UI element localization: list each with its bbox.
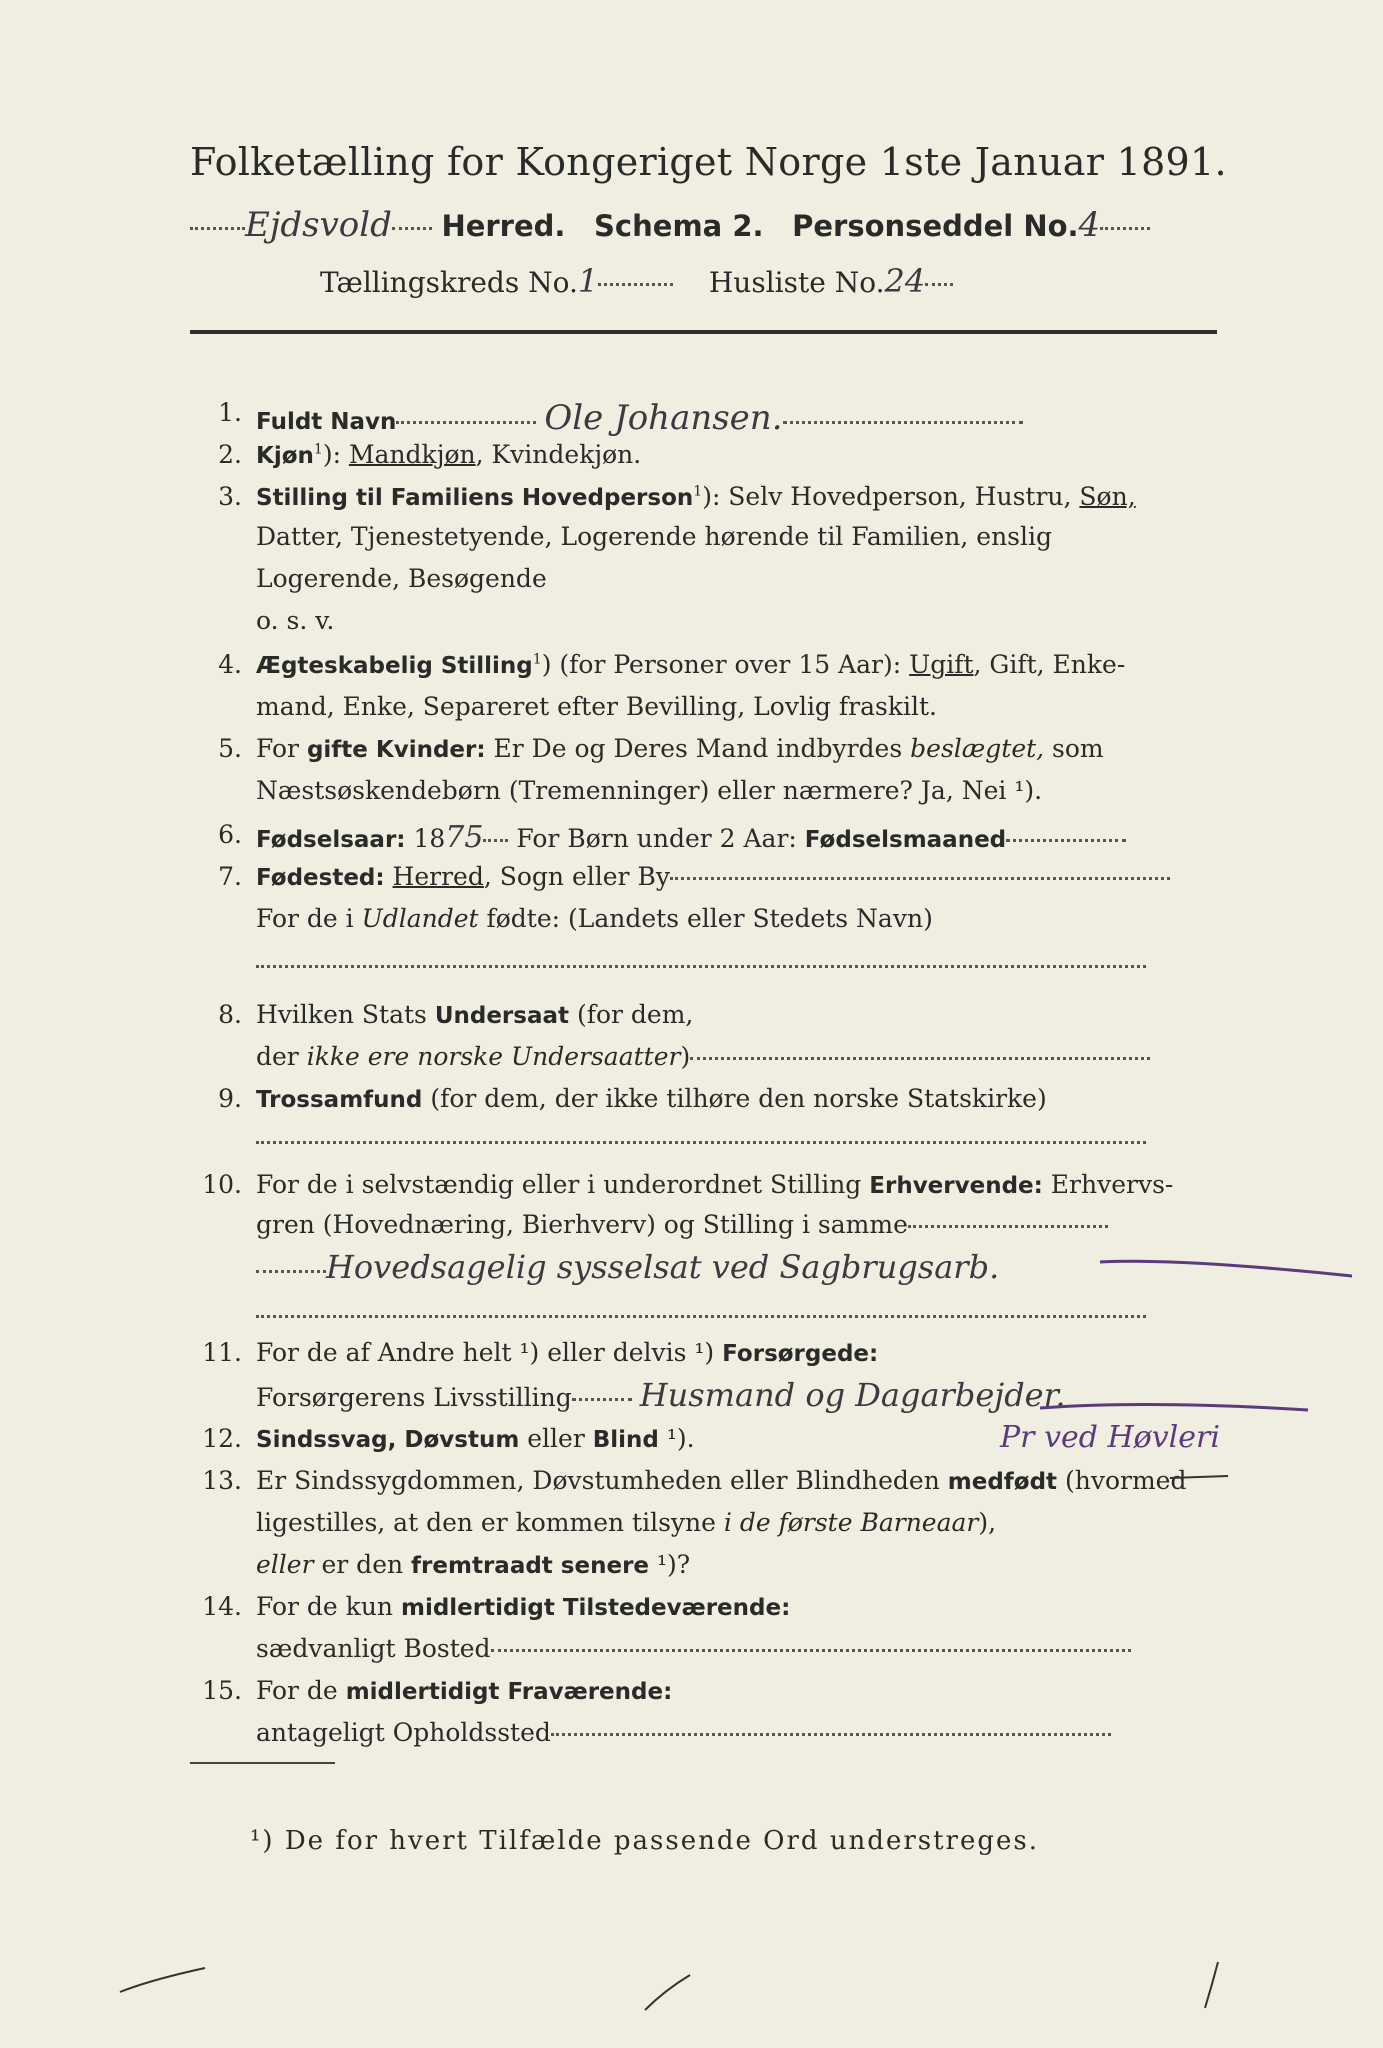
field-number: 7. bbox=[218, 862, 242, 891]
field-text: For de i bbox=[256, 904, 362, 933]
field-text: For de bbox=[256, 1676, 346, 1705]
year-prefix: 18 bbox=[405, 824, 446, 853]
field-number: 5. bbox=[218, 734, 242, 763]
field-label-blind: Blind bbox=[592, 1427, 659, 1453]
ink-stroke bbox=[1205, 1962, 1218, 2008]
field-text: eller bbox=[519, 1424, 593, 1453]
full-name-value: Ole Johansen. bbox=[544, 398, 783, 438]
field-text: Erhvervs- bbox=[1042, 1170, 1174, 1199]
form-title: Folketælling for Kongeriget Norge 1ste Januar 1891. bbox=[190, 140, 1227, 184]
field-label-gifte-kvinder: gifte Kvinder: bbox=[306, 737, 486, 763]
field-label-sindssvag: Sindssvag, Døvstum bbox=[256, 1427, 520, 1453]
field-text: som bbox=[1044, 734, 1104, 763]
field-label-trossamfund: Trossamfund bbox=[256, 1087, 423, 1113]
field-text: (for dem, bbox=[569, 1000, 694, 1029]
field-text: For de af Andre helt ¹) eller delvis ¹) bbox=[256, 1338, 723, 1367]
field-text: For Børn under 2 Aar: bbox=[508, 824, 805, 853]
field-text: ), bbox=[978, 1508, 997, 1537]
field-text: Er Sindssygdommen, Døvstumheden eller Blindheden bbox=[256, 1466, 948, 1495]
field-label-tilstedevaerende: midlertidigt Tilstedeværende: bbox=[400, 1595, 791, 1621]
field-number: 10. bbox=[202, 1170, 242, 1199]
field-number: 2. bbox=[218, 440, 242, 469]
field-text: er den bbox=[313, 1550, 412, 1579]
field-text: der bbox=[256, 1042, 307, 1071]
field-number: 6. bbox=[218, 820, 242, 849]
ink-stroke bbox=[120, 1968, 205, 1992]
field-label-aegteskabelig: Ægteskabelig Stilling bbox=[256, 653, 533, 679]
field-number: 8. bbox=[218, 1000, 242, 1029]
kreds-value: 1 bbox=[577, 262, 599, 300]
field-label-forsorgede: Forsørgede: bbox=[722, 1341, 879, 1367]
kreds-label: Tællingskreds No. bbox=[320, 266, 578, 299]
field-text: ligestilles, at den er kommen tilsyne bbox=[256, 1508, 724, 1537]
field-3-line-4: o. s. v. bbox=[256, 606, 335, 635]
field-text: fødte: (Landets eller Stedets Navn) bbox=[478, 904, 933, 933]
field-text: , Sogn eller By bbox=[483, 862, 670, 891]
field-label-fodested: Fødested: bbox=[256, 865, 385, 891]
field-text: ): Selv Hovedperson, Hustru, bbox=[702, 482, 1080, 511]
purple-underline-occupation bbox=[1100, 1261, 1352, 1276]
provider-occupation-value: Husmand og Dagarbejder. bbox=[639, 1376, 1066, 1414]
schema-label: Schema 2. bbox=[594, 209, 764, 243]
occupation-value: Hovedsagelig sysselsat ved Sagbrugsarb. bbox=[326, 1248, 1000, 1286]
field-label-stilling: Stilling til Familiens Hovedperson bbox=[256, 485, 694, 511]
purple-underline-provider bbox=[1040, 1404, 1308, 1410]
herred-value: Ejdsvold bbox=[245, 205, 392, 245]
personseddel-value: 4 bbox=[1078, 205, 1101, 245]
field-text: sædvanligt Bosted bbox=[256, 1634, 491, 1663]
field-text: For de kun bbox=[256, 1592, 401, 1621]
field-text: Er De og Deres Mand indbyrdes bbox=[485, 734, 911, 763]
field-text: Hvilken Stats bbox=[256, 1000, 435, 1029]
field-number: 11. bbox=[202, 1338, 242, 1367]
husliste-value: 24 bbox=[884, 262, 926, 300]
field-number: 9. bbox=[218, 1084, 242, 1113]
field-number: 3. bbox=[218, 482, 242, 511]
field-number: 12. bbox=[202, 1424, 242, 1453]
field-text: ) bbox=[680, 1042, 691, 1071]
field-label-erhvervende: Erhvervende: bbox=[869, 1173, 1043, 1199]
ink-stroke bbox=[645, 1975, 690, 2010]
field-text: ): bbox=[322, 440, 349, 469]
field-label-kjon: Kjøn bbox=[256, 443, 314, 469]
field-3-line-3: Logerende, Besøgende bbox=[256, 564, 547, 593]
field-5-line-2: Næstsøskendebørn (Tremenninger) eller nærmere? Ja, Nei ¹). bbox=[256, 776, 1043, 805]
footnote: ¹) De for hvert Tilfælde passende Ord understreges. bbox=[250, 1826, 1040, 1856]
field-number: 14. bbox=[202, 1592, 242, 1621]
field-text: Forsørgerens Livsstilling bbox=[256, 1383, 572, 1412]
field-3-line-2: Datter, Tjenestetyende, Logerende hørende til Familien, enslig bbox=[256, 522, 1053, 551]
field-number: 13. bbox=[202, 1466, 242, 1495]
herred-label: Herred. bbox=[441, 209, 566, 243]
field-number: 1. bbox=[218, 398, 242, 427]
field-text: For de i selvstændig eller i underordnet Stilling bbox=[256, 1170, 870, 1199]
field-label-undersaat: Undersaat bbox=[434, 1003, 569, 1029]
field-text: antageligt Opholdssted bbox=[256, 1718, 551, 1747]
field-text: (hvormed bbox=[1057, 1466, 1187, 1495]
husliste-label: Husliste No. bbox=[708, 266, 885, 299]
field-text: (for dem, der ikke tilhøre den norske Statskirke) bbox=[422, 1084, 1047, 1113]
field-text: , Kvindekjøn. bbox=[475, 440, 642, 469]
field-text-italic: ikke ere norske Undersaatter bbox=[306, 1042, 681, 1071]
field-text: ) (for Personer over 15 Aar): bbox=[541, 650, 910, 679]
field-4-line-2: mand, Enke, Separeret efter Bevilling, Lovlig fraskilt. bbox=[256, 692, 937, 721]
option-mandkjon-selected: Mandkjøn bbox=[348, 440, 476, 469]
field-text: ¹)? bbox=[649, 1550, 691, 1579]
underline-medfodt bbox=[1170, 1476, 1228, 1478]
field-label-medfodt: medfødt bbox=[947, 1469, 1058, 1495]
option-herred-selected: Herred bbox=[392, 862, 484, 891]
personseddel-label: Personseddel No. bbox=[792, 209, 1079, 243]
field-text: For bbox=[256, 734, 307, 763]
footnote-mark: 1 bbox=[532, 651, 542, 668]
field-text: , Gift, Enke- bbox=[973, 650, 1126, 679]
field-text: ¹). bbox=[658, 1424, 695, 1453]
field-text: gren (Hovednæring, Bierhverv) og Stilling i samme bbox=[256, 1210, 908, 1239]
footnote-mark: 1 bbox=[693, 483, 703, 500]
option-ugift-selected: Ugift bbox=[909, 650, 974, 679]
field-label-fuldt-navn: Fuldt Navn bbox=[256, 409, 397, 435]
field-text-italic: i de første Barneaar bbox=[723, 1508, 979, 1537]
field-label-fremtraadt: fremtraadt senere bbox=[411, 1553, 650, 1579]
field-text-italic: Udlandet bbox=[361, 904, 479, 933]
birth-year-value: 75 bbox=[445, 820, 484, 855]
field-text-italic: eller bbox=[256, 1550, 314, 1579]
field-label-fodselsmaaned: Fødselsmaaned bbox=[804, 827, 1007, 853]
field-text-italic: beslægtet, bbox=[910, 734, 1045, 763]
footnote-mark: 1 bbox=[313, 441, 323, 458]
field-label-fodselsaar: Fødselsaar: bbox=[256, 827, 406, 853]
field-number: 15. bbox=[202, 1676, 242, 1705]
field-label-fravaerende: midlertidigt Fraværende: bbox=[345, 1679, 673, 1705]
provider-occupation-addendum: Pr ved Høvleri bbox=[1000, 1420, 1220, 1455]
option-son-selected: Søn, bbox=[1079, 482, 1136, 511]
field-number: 4. bbox=[218, 650, 242, 679]
